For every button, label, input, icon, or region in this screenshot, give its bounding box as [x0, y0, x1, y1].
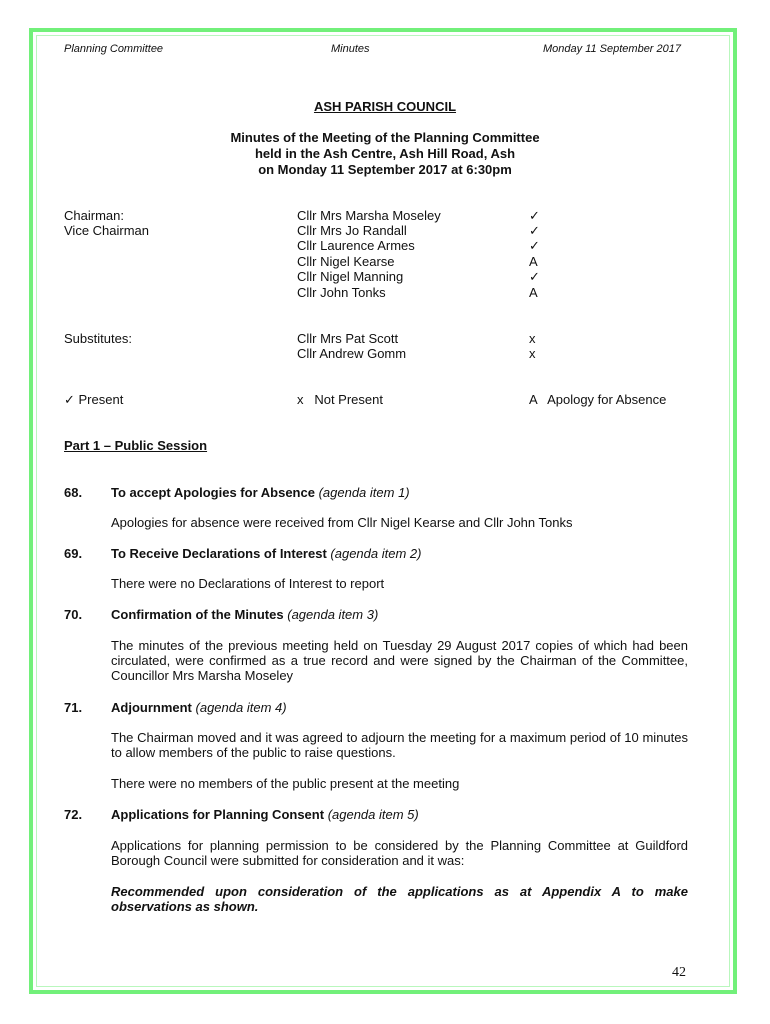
item-paragraph: The Chairman moved and it was agreed to adjourn the meeting for a maximum period of 10 minutes to allow members of the public to raise questions. — [111, 730, 688, 760]
item-number: 71. — [64, 700, 83, 715]
item-number: 69. — [64, 546, 83, 561]
meeting-title-line3: on Monday 11 September 2017 at 6:30pm — [258, 162, 512, 177]
page-number: 42 — [672, 965, 686, 980]
member-status: ✓ — [529, 238, 540, 253]
header-doc-type: Minutes — [331, 43, 370, 55]
substitute-name: Cllr Andrew Gomm — [297, 346, 407, 361]
recommendation: Recommended upon consideration of the applications as at Appendix A to make observations as shown. — [111, 884, 688, 914]
member-name: Cllr Mrs Marsha Moseley — [297, 208, 441, 223]
item-title: Confirmation of the Minutes — [111, 607, 284, 622]
item-agenda-ref: (agenda item 2) — [330, 546, 422, 561]
item-number: 72. — [64, 807, 83, 822]
substitute-name: Cllr Mrs Pat Scott — [297, 331, 399, 346]
member-name: Cllr Mrs Jo Randall — [297, 223, 407, 238]
member-name: Cllr Laurence Armes — [297, 238, 415, 253]
member-status: ✓ — [529, 208, 540, 223]
role-chairman: Chairman: — [64, 208, 124, 223]
item-paragraph: There were no Declarations of Interest to report — [111, 576, 385, 591]
substitute-status: x — [529, 331, 536, 346]
substitutes-label: Substitutes: — [64, 331, 132, 346]
item-number: 68. — [64, 485, 83, 500]
item-heading — [111, 546, 421, 561]
item-title: To Receive Declarations of Interest — [111, 546, 327, 561]
meeting-title-line2: held in the Ash Centre, Ash Hill Road, Ash — [254, 146, 516, 161]
legend-apology: A Apology for Absence — [529, 392, 667, 407]
meeting-title-line1: Minutes of the Meeting of the Planning Committee — [230, 130, 540, 145]
item-title: Applications for Planning Consent — [111, 807, 325, 822]
member-status: A — [529, 285, 538, 300]
item-agenda-ref: (agenda item 4) — [195, 700, 287, 715]
member-name: Cllr John Tonks — [297, 285, 386, 300]
item-heading — [111, 607, 378, 622]
council-title: ASH PARISH COUNCIL — [313, 99, 457, 114]
item-agenda-ref: (agenda item 5) — [327, 807, 419, 822]
item-heading — [111, 485, 410, 500]
item-heading — [111, 700, 287, 715]
substitute-status: x — [529, 346, 536, 361]
item-title: To accept Apologies for Absence — [111, 485, 315, 500]
member-status: A — [529, 254, 538, 269]
legend-not-present: x Not Present — [297, 392, 383, 407]
part1-heading: Part 1 – Public Session — [64, 438, 208, 453]
member-name: Cllr Nigel Manning — [297, 269, 404, 284]
member-status: ✓ — [529, 223, 540, 238]
item-paragraph: The minutes of the previous meeting held on Tuesday 29 August 2017 copies of which had been circulated, were confirmed as a true record and were signed by the Chairman of the Committee, Councillor Mrs Marsha Moseley — [111, 638, 688, 683]
item-number: 70. — [64, 607, 83, 622]
item-paragraph: Apologies for absence were received from Cllr Nigel Kearse and Cllr John Tonks — [111, 515, 573, 530]
header-date: Monday 11 September 2017 — [543, 43, 681, 55]
item-paragraph: There were no members of the public present at the meeting — [111, 776, 460, 791]
legend-present: ✓ Present — [64, 392, 124, 407]
item-paragraph: Applications for planning permission to be considered by the Planning Committee at Guildford Borough Council were submitted for consideration and it was: — [111, 838, 688, 868]
item-agenda-ref: (agenda item 3) — [287, 607, 379, 622]
item-agenda-ref: (agenda item 1) — [318, 485, 410, 500]
item-title: Adjournment — [111, 700, 192, 715]
member-status: ✓ — [529, 269, 540, 284]
item-heading — [111, 807, 419, 822]
header-committee: Planning Committee — [64, 43, 164, 55]
member-name: Cllr Nigel Kearse — [297, 254, 395, 269]
role-vice-chairman: Vice Chairman — [64, 223, 150, 238]
